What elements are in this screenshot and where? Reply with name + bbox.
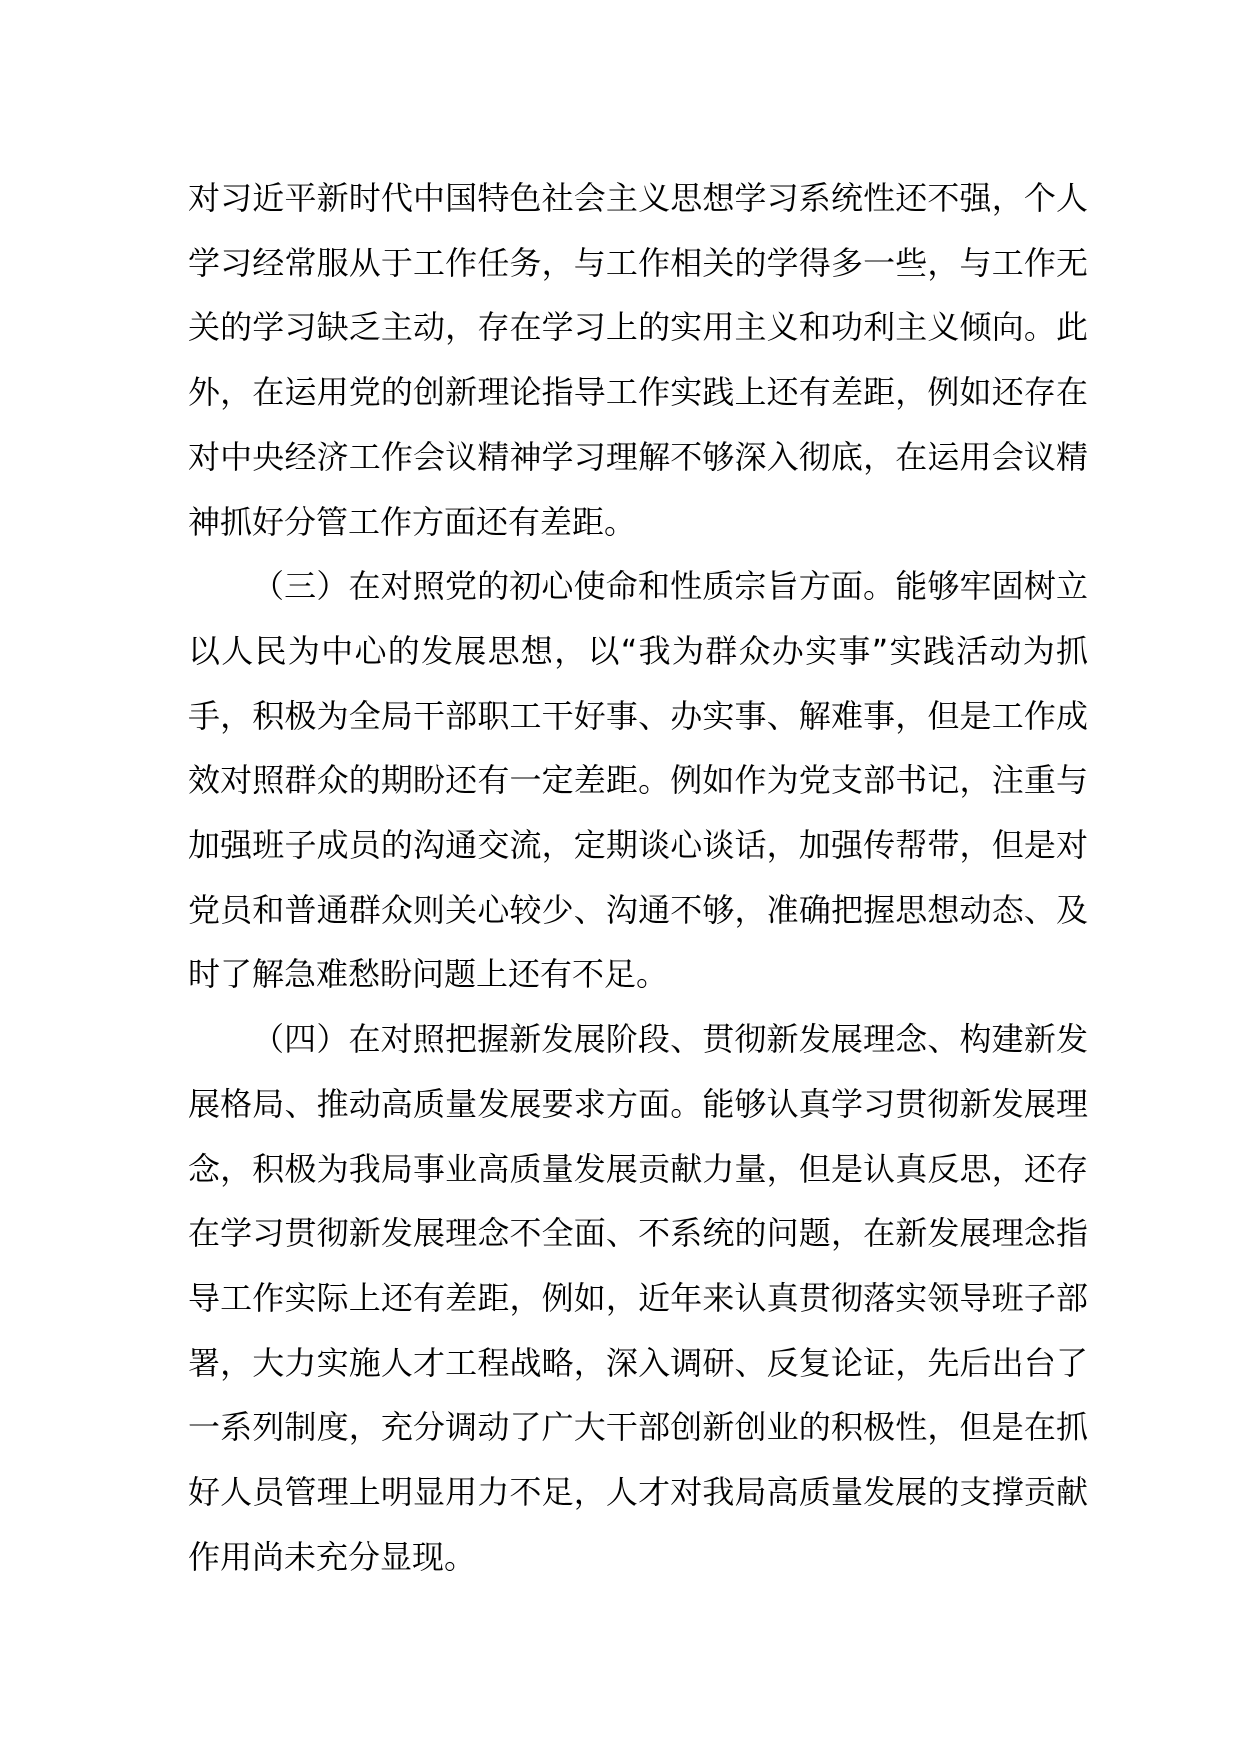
document-body bbox=[188, 166, 1088, 1589]
paragraph-section-3: （三）在对照党的初心使命和性质宗旨方面。能够牢固树立以人民为中心的发展思想，以“我为群众办实事”实践活动为抓手，积极为全局干部职工干好事、办实事、解难事，但是工作成效对照群众的期盼还有一定差距。例如作为党支部书记，注重与加强班子成员的沟通交流，定期谈心谈话，加强传帮带，但是对党员和普通群众则关心较少、沟通不够，准确把握思想动态、及时了解急难愁盼问题上还有不足。 bbox=[188, 567, 1088, 994]
paragraph-continued: 对习近平新时代中国特色社会主义思想学习系统性还不强，个人学习经常服从于工作任务，与工作相关的学得多一些，与工作无关的学习缺乏主动，存在学习上的实用主义和功利主义倾向。此外，在运用党的创新理论指导工作实践上还有差距，例如还存在对中央经济工作会议精神学习理解不够深入彻底，在运用会议精神抓好分管工作方面还有差距。 bbox=[188, 179, 1088, 541]
paragraph-section-4: （四）在对照把握新发展阶段、贯彻新发展理念、构建新发展格局、推动高质量发展要求方面。能够认真学习贯彻新发展理念，积极为我局事业高质量发展贡献力量，但是认真反思，还存在学习贯彻新发展理念不全面、不系统的问题，在新发展理念指导工作实际上还有差距，例如，近年来认真贯彻落实领导班子部署，大力实施人才工程战略，深入调研、反复论证，先后出台了一系列制度，充分调动了广大干部创新创业的积极性，但是在抓好人员管理上明显用力不足，人才对我局高质量发展的支撑贡献作用尚未充分显现。 bbox=[188, 1020, 1088, 1576]
